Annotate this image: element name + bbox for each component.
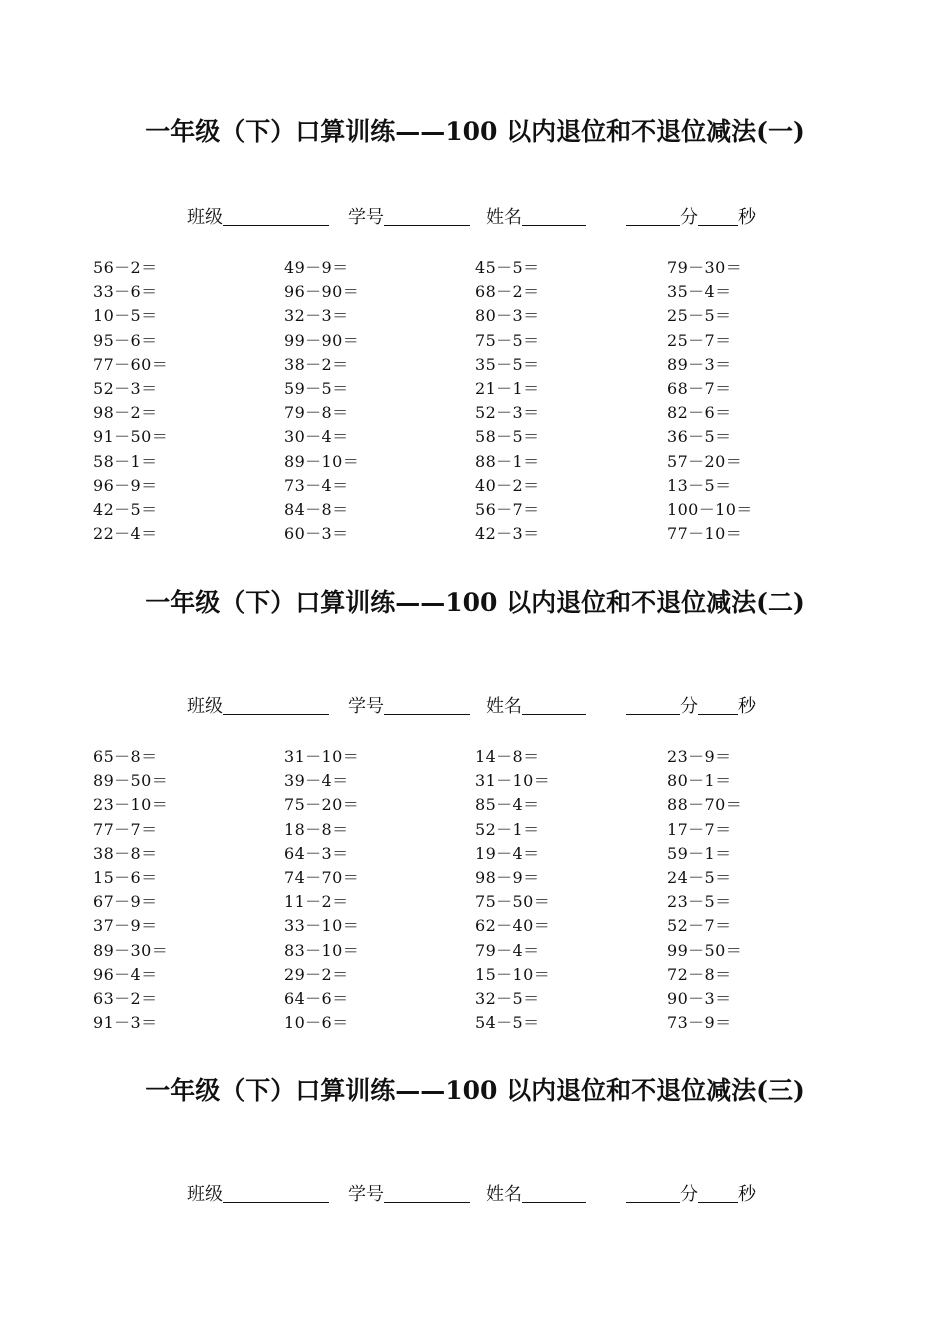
problem-item: 39－4＝ [284,771,349,791]
student-number-blank[interactable] [384,696,470,715]
problem-item: 36－5＝ [667,427,732,447]
problem-item: 99－50＝ [667,940,743,960]
time-field[interactable] [626,1183,756,1207]
problem-item: 10－5＝ [93,306,158,326]
problem-grid-2 [93,745,873,1035]
problem-item: 89－50＝ [93,771,169,791]
student-number-blank[interactable] [384,207,470,226]
name-blank[interactable] [522,207,586,226]
problem-item: 56－7＝ [475,499,540,519]
problem-item: 17－7＝ [667,819,732,839]
seconds-label: 秒 [738,1184,756,1205]
class-label: 班级 [187,1184,223,1205]
problem-item: 67－9＝ [93,892,158,912]
problem-item: 15－10＝ [475,964,551,984]
problem-item: 79－8＝ [284,403,349,423]
problem-item: 77－7＝ [93,819,158,839]
class-label: 班级 [187,207,223,228]
problem-item: 31－10＝ [475,771,551,791]
problem-item: 23－5＝ [667,892,732,912]
worksheet-title-1: 一年级（下）口算训练——100 以内退位和不退位减法(一) [145,117,805,146]
problem-item: 96－4＝ [93,964,158,984]
problem-item: 30－4＝ [284,427,349,447]
student-info-row-2 [0,695,950,719]
class-field[interactable] [187,695,329,719]
student-number-field[interactable] [348,695,470,719]
problem-item: 60－3＝ [284,524,349,544]
problem-item: 74－70＝ [284,867,360,887]
problem-item: 89－30＝ [93,940,169,960]
problem-item: 83－10＝ [284,940,360,960]
problem-item: 42－5＝ [93,499,158,519]
problem-item: 58－5＝ [475,427,540,447]
problem-item: 14－8＝ [475,747,540,766]
problem-item: 18－8＝ [284,819,349,839]
name-field[interactable] [486,1183,586,1207]
minutes-label: 分 [680,1184,698,1205]
problem-item: 85－4＝ [475,795,540,815]
seconds-label: 秒 [738,696,756,717]
problem-item: 37－9＝ [93,916,158,936]
problem-item: 49－9＝ [284,258,349,277]
class-blank[interactable] [223,696,329,715]
minutes-blank[interactable] [626,696,680,715]
problem-item: 64－6＝ [284,988,349,1008]
problem-item: 32－5＝ [475,988,540,1008]
problem-item: 64－3＝ [284,843,349,863]
worksheet-title-2: 一年级（下）口算训练——100 以内退位和不退位减法(二) [145,588,805,617]
problem-item: 45－5＝ [475,258,540,277]
problem-item: 59－5＝ [284,378,349,398]
problem-item: 38－2＝ [284,354,349,374]
student-info-row-1 [0,206,950,230]
class-blank[interactable] [223,207,329,226]
name-label: 姓名 [486,696,522,717]
minutes-blank[interactable] [626,207,680,226]
problem-item: 82－6＝ [667,403,732,423]
problem-item: 88－70＝ [667,795,743,815]
problem-item: 19－4＝ [475,843,540,863]
problem-item: 33－6＝ [93,282,158,302]
problem-item: 25－7＝ [667,330,732,350]
class-field[interactable] [187,206,329,230]
time-field[interactable] [626,695,756,719]
name-field[interactable] [486,206,586,230]
problem-item: 68－2＝ [475,282,540,302]
problem-item: 54－5＝ [475,1013,540,1033]
problem-item: 73－4＝ [284,475,349,495]
problem-item: 65－8＝ [93,747,158,766]
problem-item: 88－1＝ [475,451,540,471]
problem-item: 98－2＝ [93,403,158,423]
problem-item: 75－5＝ [475,330,540,350]
problem-item: 10－6＝ [284,1013,349,1033]
name-blank[interactable] [522,1184,586,1203]
worksheet-title-3: 一年级（下）口算训练——100 以内退位和不退位减法(三) [145,1076,805,1105]
problem-item: 32－3＝ [284,306,349,326]
problem-item: 52－7＝ [667,916,732,936]
problem-item: 77－60＝ [93,354,169,374]
problem-item: 52－3＝ [475,403,540,423]
problem-item: 59－1＝ [667,843,732,863]
student-number-label: 学号 [348,207,384,228]
problem-item: 11－2＝ [284,892,349,912]
problem-item: 57－20＝ [667,451,743,471]
student-number-label: 学号 [348,696,384,717]
problem-item: 90－3＝ [667,988,732,1008]
problem-item: 29－2＝ [284,964,349,984]
problem-item: 72－8＝ [667,964,732,984]
student-number-field[interactable] [348,1183,470,1207]
minutes-label: 分 [680,696,698,717]
problem-item: 89－10＝ [284,451,360,471]
name-field[interactable] [486,695,586,719]
problem-item: 75－20＝ [284,795,360,815]
problem-item: 75－50＝ [475,892,551,912]
problem-item: 24－5＝ [667,867,732,887]
time-field[interactable] [626,206,756,230]
class-field[interactable] [187,1183,329,1207]
problem-item: 95－6＝ [93,330,158,350]
problem-item: 38－8＝ [93,843,158,863]
problem-item: 80－1＝ [667,771,732,791]
problem-item: 89－3＝ [667,354,732,374]
problem-item: 21－1＝ [475,378,540,398]
problem-item: 77－10＝ [667,524,743,544]
problem-item: 23－9＝ [667,747,732,766]
problem-item: 58－1＝ [93,451,158,471]
problem-item: 42－3＝ [475,524,540,544]
problem-item: 15－6＝ [93,867,158,887]
problem-item: 84－8＝ [284,499,349,519]
problem-item: 96－9＝ [93,475,158,495]
minutes-blank[interactable] [626,1184,680,1203]
problem-item: 62－40＝ [475,916,551,936]
problem-item: 56－2＝ [93,258,158,277]
problem-item: 31－10＝ [284,747,360,766]
problem-item: 13－5＝ [667,475,732,495]
problem-item: 73－9＝ [667,1013,732,1033]
problem-item: 96－90＝ [284,282,360,302]
problem-grid-1 [93,256,873,546]
student-info-row-3 [0,1183,950,1207]
seconds-blank[interactable] [698,696,738,715]
problem-item: 63－2＝ [93,988,158,1008]
seconds-label: 秒 [738,207,756,228]
problem-item: 22－4＝ [93,524,158,544]
problem-item: 68－7＝ [667,378,732,398]
problem-item: 40－2＝ [475,475,540,495]
problem-item: 52－3＝ [93,378,158,398]
name-blank[interactable] [522,696,586,715]
name-label: 姓名 [486,1184,522,1205]
problem-item: 100－10＝ [667,499,753,519]
minutes-label: 分 [680,207,698,228]
problem-item: 79－4＝ [475,940,540,960]
seconds-blank[interactable] [698,207,738,226]
problem-item: 99－90＝ [284,330,360,350]
problem-item: 23－10＝ [93,795,169,815]
class-blank[interactable] [223,1184,329,1203]
class-label: 班级 [187,696,223,717]
problem-item: 98－9＝ [475,867,540,887]
problem-item: 79－30＝ [667,258,743,277]
student-number-label: 学号 [348,1184,384,1205]
problem-item: 25－5＝ [667,306,732,326]
problem-item: 33－10＝ [284,916,360,936]
problem-item: 52－1＝ [475,819,540,839]
student-number-blank[interactable] [384,1184,470,1203]
seconds-blank[interactable] [698,1184,738,1203]
name-label: 姓名 [486,207,522,228]
problem-item: 91－50＝ [93,427,169,447]
problem-item: 91－3＝ [93,1013,158,1033]
problem-item: 35－4＝ [667,282,732,302]
problem-item: 35－5＝ [475,354,540,374]
problem-item: 80－3＝ [475,306,540,326]
student-number-field[interactable] [348,206,470,230]
